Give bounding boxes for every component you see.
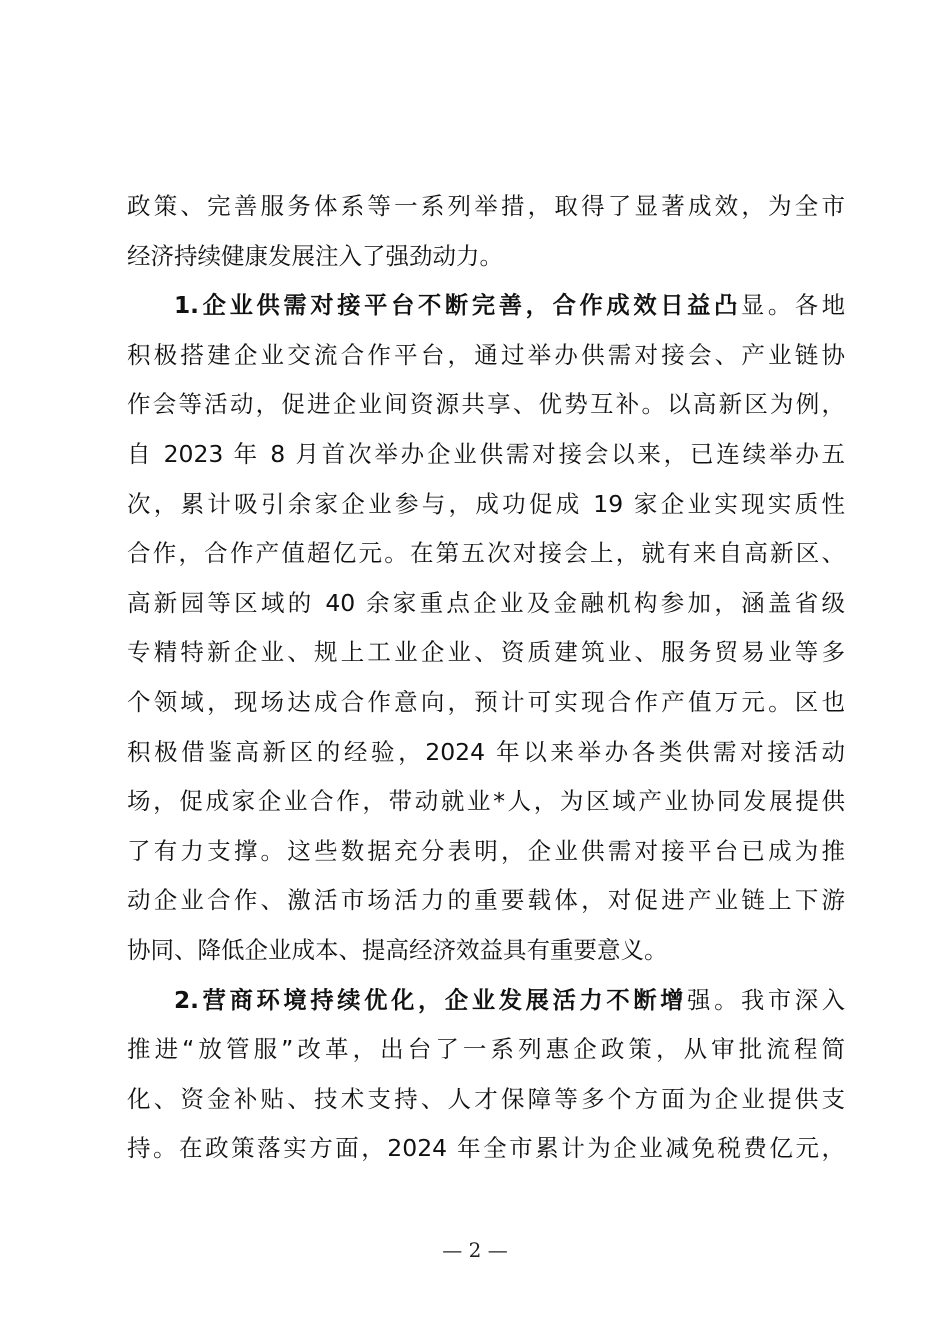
text-line: 经济持续健康发展注入了强劲动力。 xyxy=(127,241,503,270)
text-line: 协同、降低企业成本、提高经济效益具有重要意义。 xyxy=(127,935,668,964)
text-line: 积极借鉴高新区的经验，2024 年以来举办各类供需对接活动 xyxy=(127,737,845,766)
section-heading: 1.企业供需对接平台不断完善，合作成效日益凸 xyxy=(174,292,741,320)
text-line: 次，累计吸引余家企业参与，成功促成 19 家企业实现实质性 xyxy=(127,489,845,518)
text-line: 个领域，现场达成合作意向，预计可实现合作产值万元。区也 xyxy=(127,687,845,716)
text-line: 积极搭建企业交流合作平台，通过举办供需对接会、产业链协 xyxy=(127,340,845,369)
text-line: 了有力支撑。这些数据充分表明，企业供需对接平台已成为推 xyxy=(127,836,845,865)
text-line: 政策、完善服务体系等一系列举措，取得了显著成效，为全市 xyxy=(127,192,845,220)
document-body xyxy=(127,182,845,1174)
text-line: 专精特新企业、规上工业企业、资质建筑业、服务贸易业等多 xyxy=(127,638,845,667)
page-number: — 2 — xyxy=(442,1238,508,1262)
text-line: 化、资金补贴、技术支持、人才保障等多个方面为企业提供支 xyxy=(127,1084,845,1113)
text-line: 高新园等区域的 40 余家重点企业及金融机构参加，涵盖省级 xyxy=(127,588,845,617)
paragraph-first-line xyxy=(127,976,845,1026)
section-heading: 2.营商环境持续优化，企业发展活力不断增 xyxy=(174,986,688,1014)
text-span: 显。各地 xyxy=(740,292,845,320)
text-line: 场，促成家企业合作，带动就业*人，为区域产业协同发展提供 xyxy=(127,787,845,816)
text-line: 作会等活动，促进企业间资源共享、优势互补。以高新区为例， xyxy=(127,390,845,419)
text-span: 强。我市深入 xyxy=(687,986,845,1014)
paragraph-first-line xyxy=(127,281,845,331)
text-line: 持。在政策落实方面，2024 年全市累计为企业减免税费亿元， xyxy=(127,1134,845,1163)
text-line: 推进“放管服”改革，出台了一系列惠企政策，从审批流程简 xyxy=(127,1035,845,1064)
text-line: 自 2023 年 8 月首次举办企业供需对接会以来，已连续举办五 xyxy=(127,439,845,468)
text-line: 动企业合作、激活市场活力的重要载体，对促进产业链上下游 xyxy=(127,886,845,915)
text-line: 合作，合作产值超亿元。在第五次对接会上，就有来自高新区、 xyxy=(127,539,845,568)
